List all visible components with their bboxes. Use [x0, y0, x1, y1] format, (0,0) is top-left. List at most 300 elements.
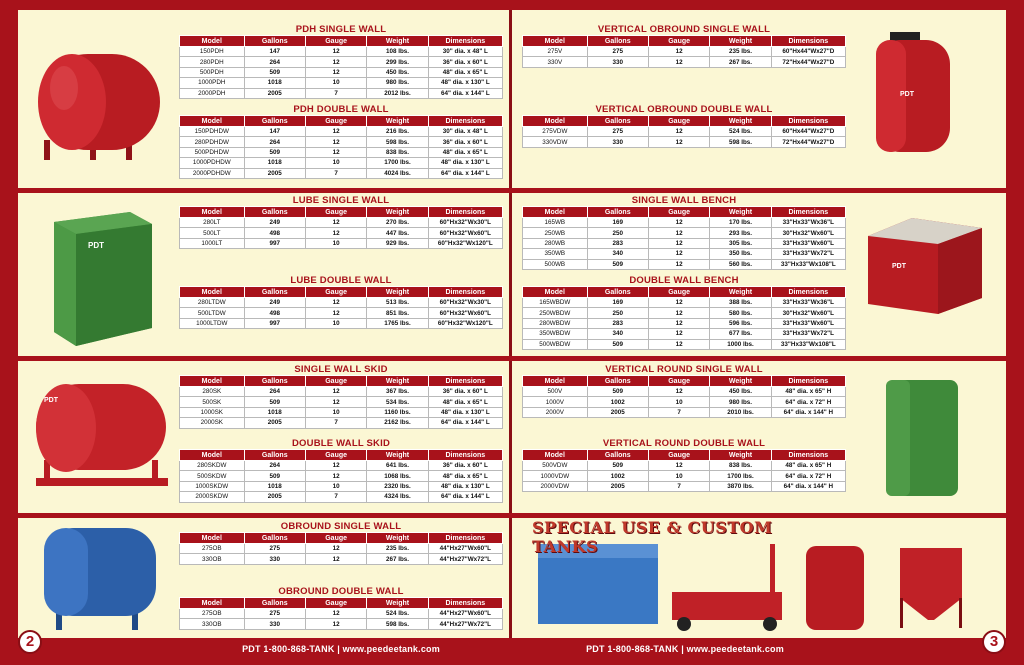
table-cell: 36" dia. x 60" L	[428, 461, 502, 471]
column-header: Dimensions	[771, 450, 845, 461]
table-cell: 267 lbs.	[710, 57, 771, 67]
table-cell: 250WB	[523, 228, 588, 238]
table-cell: 10	[648, 471, 709, 481]
table-cell: 2162 lbs.	[367, 418, 428, 428]
table-cell: 2000PDHDW	[180, 168, 245, 178]
table-cell: 2005	[244, 168, 305, 178]
spec-section	[522, 104, 846, 148]
table-cell: 509	[587, 461, 648, 471]
table-cell: 280WBDW	[523, 318, 588, 328]
table-cell: 598 lbs.	[710, 137, 771, 147]
spec-table	[522, 375, 846, 418]
table-cell: 1000LTDW	[180, 318, 245, 328]
table-cell: 216 lbs.	[367, 127, 428, 137]
spec-section	[179, 275, 503, 329]
table-cell: 60"Hx32"Wx30"L	[428, 298, 502, 308]
table-cell: 12	[648, 218, 709, 228]
table-cell: 12	[305, 298, 366, 308]
table-row	[523, 238, 846, 248]
table-cell: 1002	[587, 471, 648, 481]
row-divider	[18, 188, 1006, 193]
spec-section	[179, 24, 503, 99]
svg-text:PDT: PDT	[892, 263, 906, 270]
table-cell: 250WBDW	[523, 308, 588, 318]
table-cell: 249	[244, 218, 305, 228]
table-cell: 12	[305, 609, 366, 619]
spec-table	[179, 449, 503, 503]
table-cell: 1000PDH	[180, 78, 245, 88]
table-cell: 270 lbs.	[367, 218, 428, 228]
table-cell: 450 lbs.	[710, 387, 771, 397]
table-cell: 12	[648, 127, 709, 137]
table-cell: 12	[305, 554, 366, 564]
table-cell: 147	[244, 47, 305, 57]
table-cell: 280PDH	[180, 57, 245, 67]
table-row	[523, 471, 846, 481]
skid-tank-image	[30, 378, 175, 504]
table-cell: 500SKDW	[180, 471, 245, 481]
column-header: Weight	[367, 207, 428, 218]
table-cell: 12	[305, 544, 366, 554]
table-cell: 498	[244, 228, 305, 238]
column-header: Gallons	[244, 116, 305, 127]
table-cell: 1068 lbs.	[367, 471, 428, 481]
column-header: Model	[180, 36, 245, 47]
table-row	[180, 127, 503, 137]
table-cell: 10	[305, 238, 366, 248]
table-cell: 48" dia. x 65" L	[428, 471, 502, 481]
obround-tank-image	[36, 522, 164, 634]
table-cell: 30"Hx32"Wx60"L	[771, 308, 845, 318]
table-cell: 165WBDW	[523, 298, 588, 308]
table-cell: 64" dia. x 144" L	[428, 88, 502, 98]
section-title: DOUBLE WALL SKID	[291, 438, 391, 449]
table-cell: 72"Hx44"Wx27"D	[771, 137, 845, 147]
table-cell: 1700 lbs.	[367, 158, 428, 168]
table-row	[180, 67, 503, 77]
table-cell: 350WBDW	[523, 329, 588, 339]
column-header: Gallons	[587, 207, 648, 218]
table-cell: 2000V	[523, 407, 588, 417]
table-cell: 280SKDW	[180, 461, 245, 471]
section-title: VERTICAL ROUND DOUBLE WALL	[602, 438, 766, 449]
table-cell: 283	[587, 318, 648, 328]
table-cell: 388 lbs.	[710, 298, 771, 308]
vertical-obround-tank-image	[870, 30, 956, 160]
table-row	[523, 329, 846, 339]
table-cell: 249	[244, 298, 305, 308]
table-cell: 48" dia. x 65" L	[428, 397, 502, 407]
table-cell: 275	[587, 127, 648, 137]
spec-table	[179, 206, 503, 249]
table-cell: 60"Hx32"Wx60"L	[428, 228, 502, 238]
table-cell: 330	[587, 57, 648, 67]
table-cell: 10	[648, 397, 709, 407]
table-row	[180, 88, 503, 98]
table-cell: 64" dia. x 144" H	[771, 481, 845, 491]
column-header: Weight	[367, 533, 428, 544]
table-cell: 12	[648, 318, 709, 328]
table-row	[180, 47, 503, 57]
column-header: Weight	[367, 598, 428, 609]
column-header: Dimensions	[428, 207, 502, 218]
table-cell: 48" dia. x 130" L	[428, 481, 502, 491]
table-cell: 275	[244, 544, 305, 554]
table-row	[523, 461, 846, 471]
table-cell: 2005	[244, 492, 305, 502]
table-cell: 10	[305, 158, 366, 168]
column-header: Gallons	[244, 450, 305, 461]
table-cell: 500V	[523, 387, 588, 397]
table-row	[523, 218, 846, 228]
table-cell: 264	[244, 387, 305, 397]
table-cell: 264	[244, 461, 305, 471]
footer-contact-left: PDT 1-800-868-TANK | www.peedeetank.com	[242, 644, 440, 654]
table-row	[180, 397, 503, 407]
table-cell: 60"Hx32"Wx120"L	[428, 318, 502, 328]
spec-section	[179, 438, 503, 503]
table-cell: 500SK	[180, 397, 245, 407]
table-cell: 64" dia. x 72" H	[771, 397, 845, 407]
table-cell: 305 lbs.	[710, 238, 771, 248]
table-cell: 500LTDW	[180, 308, 245, 318]
spec-table	[522, 35, 846, 68]
section-title: SINGLE WALL SKID	[294, 364, 388, 375]
spec-table	[522, 449, 846, 492]
table-cell: 64" dia. x 144" L	[428, 418, 502, 428]
section-title: PDH SINGLE WALL	[295, 24, 387, 35]
pdh-tank-image	[30, 48, 170, 168]
column-header: Model	[180, 287, 245, 298]
table-row	[523, 318, 846, 328]
spec-section	[522, 364, 846, 418]
column-header: Model	[523, 116, 588, 127]
table-cell: 1160 lbs.	[367, 407, 428, 417]
column-header: Weight	[367, 287, 428, 298]
table-row	[180, 308, 503, 318]
table-cell: 280SK	[180, 387, 245, 397]
table-cell: 330OB	[180, 619, 245, 629]
spec-section	[179, 521, 503, 565]
table-cell: 12	[305, 308, 366, 318]
table-cell: 44"Hx27"Wx72"L	[428, 554, 502, 564]
table-cell: 838 lbs.	[710, 461, 771, 471]
column-header: Model	[523, 207, 588, 218]
table-row	[180, 544, 503, 554]
spec-section	[522, 195, 846, 270]
table-cell: 33"Hx33"Wx36"L	[771, 298, 845, 308]
table-cell: 275	[244, 609, 305, 619]
table-cell: 60"Hx32"Wx120"L	[428, 238, 502, 248]
table-cell: 275V	[523, 47, 588, 57]
table-row	[523, 259, 846, 269]
column-header: Model	[180, 207, 245, 218]
table-cell: 598 lbs.	[367, 137, 428, 147]
table-cell: 500VDW	[523, 461, 588, 471]
table-cell: 12	[305, 218, 366, 228]
table-row	[180, 492, 503, 502]
table-cell: 48" dia. x 130" L	[428, 78, 502, 88]
table-cell: 330V	[523, 57, 588, 67]
column-header: Gallons	[244, 36, 305, 47]
table-cell: 596 lbs.	[710, 318, 771, 328]
column-header: Weight	[367, 376, 428, 387]
spec-table	[179, 286, 503, 329]
table-cell: 7	[648, 481, 709, 491]
page-gutter	[509, 10, 512, 638]
table-cell: 1018	[244, 407, 305, 417]
column-header: Gallons	[244, 376, 305, 387]
column-header: Model	[523, 287, 588, 298]
vertical-round-tank-image	[882, 374, 962, 500]
column-header: Weight	[710, 287, 771, 298]
row-divider	[18, 356, 1006, 361]
table-cell: 30" dia. x 48" L	[428, 127, 502, 137]
table-cell: 267 lbs.	[367, 554, 428, 564]
section-title: DOUBLE WALL BENCH	[629, 275, 739, 286]
table-row	[523, 308, 846, 318]
section-title: LUBE DOUBLE WALL	[290, 275, 392, 286]
table-cell: 340	[587, 329, 648, 339]
spec-table	[522, 286, 846, 350]
table-cell: 235 lbs.	[367, 544, 428, 554]
table-cell: 12	[305, 57, 366, 67]
table-cell: 7	[305, 168, 366, 178]
spec-table	[179, 35, 503, 99]
table-cell: 44"Hx27"Wx60"L	[428, 544, 502, 554]
table-cell: 500LT	[180, 228, 245, 238]
table-cell: 64" dia. x 72" H	[771, 471, 845, 481]
column-header: Gauge	[305, 116, 366, 127]
column-header: Gauge	[648, 36, 709, 47]
table-cell: 12	[305, 387, 366, 397]
table-cell: 12	[648, 249, 709, 259]
table-cell: 235 lbs.	[710, 47, 771, 57]
page-number-right: 3	[982, 630, 1006, 654]
table-cell: 450 lbs.	[367, 67, 428, 77]
table-cell: 48" dia. x 65" H	[771, 387, 845, 397]
table-cell: 1765 lbs.	[367, 318, 428, 328]
table-row	[523, 228, 846, 238]
table-cell: 12	[305, 47, 366, 57]
column-header: Gallons	[587, 36, 648, 47]
table-cell: 250	[587, 228, 648, 238]
table-row	[523, 407, 846, 417]
table-cell: 598 lbs.	[367, 619, 428, 629]
table-cell: 12	[305, 397, 366, 407]
column-header: Gallons	[587, 287, 648, 298]
table-cell: 275VDW	[523, 127, 588, 137]
column-header: Dimensions	[771, 376, 845, 387]
table-cell: 283	[587, 238, 648, 248]
column-header: Gauge	[305, 287, 366, 298]
table-cell: 64" dia. x 144" L	[428, 168, 502, 178]
table-cell: 1018	[244, 78, 305, 88]
section-title: VERTICAL OBROUND SINGLE WALL	[597, 24, 771, 35]
table-cell: 64" dia. x 144" H	[771, 407, 845, 417]
table-cell: 169	[587, 298, 648, 308]
table-cell: 929 lbs.	[367, 238, 428, 248]
table-cell: 1000PDHDW	[180, 158, 245, 168]
table-cell: 48" dia. x 130" L	[428, 407, 502, 417]
table-cell: 12	[648, 298, 709, 308]
table-cell: 3870 lbs.	[710, 481, 771, 491]
table-cell: 2005	[244, 88, 305, 98]
table-cell: 560 lbs.	[710, 259, 771, 269]
table-cell: 12	[305, 147, 366, 157]
table-cell: 498	[244, 308, 305, 318]
table-cell: 330	[587, 137, 648, 147]
table-cell: 524 lbs.	[710, 127, 771, 137]
table-cell: 500PDHDW	[180, 147, 245, 157]
table-cell: 500PDH	[180, 67, 245, 77]
table-cell: 7	[648, 407, 709, 417]
table-cell: 1000SKDW	[180, 481, 245, 491]
table-row	[523, 47, 846, 57]
table-cell: 350 lbs.	[710, 249, 771, 259]
table-cell: 12	[648, 259, 709, 269]
table-cell: 534 lbs.	[367, 397, 428, 407]
column-header: Dimensions	[428, 450, 502, 461]
table-row	[180, 238, 503, 248]
column-header: Dimensions	[771, 36, 845, 47]
table-cell: 838 lbs.	[367, 147, 428, 157]
custom-tanks-images	[534, 540, 986, 636]
spec-section	[179, 586, 503, 630]
table-cell: 1000SK	[180, 407, 245, 417]
table-cell: 851 lbs.	[367, 308, 428, 318]
table-cell: 12	[648, 308, 709, 318]
section-title: OBROUND DOUBLE WALL	[278, 586, 404, 597]
section-title: VERTICAL ROUND SINGLE WALL	[605, 364, 763, 375]
table-cell: 12	[305, 471, 366, 481]
table-cell: 60"Hx32"Wx60"L	[428, 308, 502, 318]
table-cell: 509	[244, 397, 305, 407]
column-header: Gallons	[587, 376, 648, 387]
table-cell: 60"Hx44"Wx27"D	[771, 127, 845, 137]
column-header: Weight	[710, 450, 771, 461]
table-cell: 12	[648, 228, 709, 238]
table-cell: 12	[305, 461, 366, 471]
table-row	[180, 228, 503, 238]
section-title: OBROUND SINGLE WALL	[280, 521, 402, 532]
table-cell: 48" dia. x 130" L	[428, 158, 502, 168]
column-header: Model	[523, 376, 588, 387]
table-cell: 275OB	[180, 609, 245, 619]
column-header: Weight	[367, 450, 428, 461]
table-row	[523, 57, 846, 67]
table-cell: 509	[587, 339, 648, 349]
column-header: Model	[523, 450, 588, 461]
column-header: Gauge	[648, 376, 709, 387]
column-header: Dimensions	[428, 287, 502, 298]
table-cell: 250	[587, 308, 648, 318]
table-row	[180, 137, 503, 147]
table-cell: 509	[244, 67, 305, 77]
table-cell: 108 lbs.	[367, 47, 428, 57]
pdt-logo: PDT	[88, 241, 104, 250]
table-cell: 33"Hx33"Wx108"L	[771, 339, 845, 349]
table-cell: 280LTDW	[180, 298, 245, 308]
spec-table	[179, 115, 503, 179]
table-cell: 580 lbs.	[710, 308, 771, 318]
table-cell: 12	[305, 137, 366, 147]
table-cell: 2005	[587, 407, 648, 417]
table-cell: 12	[648, 339, 709, 349]
table-cell: 12	[648, 387, 709, 397]
column-header: Weight	[710, 36, 771, 47]
column-header: Gauge	[305, 598, 366, 609]
table-row	[180, 158, 503, 168]
table-cell: 264	[244, 57, 305, 67]
spec-table	[179, 597, 503, 630]
table-cell: 33"Hx33"Wx60"L	[771, 238, 845, 248]
column-header: Model	[523, 36, 588, 47]
table-row	[180, 78, 503, 88]
table-row	[523, 397, 846, 407]
table-row	[523, 298, 846, 308]
table-cell: 48" dia. x 65" L	[428, 147, 502, 157]
table-cell: 7	[305, 418, 366, 428]
column-header: Gauge	[305, 376, 366, 387]
table-cell: 12	[305, 67, 366, 77]
table-cell: 12	[648, 47, 709, 57]
table-cell: 500WBDW	[523, 339, 588, 349]
spec-section	[522, 438, 846, 492]
footer-contact-right: PDT 1-800-868-TANK | www.peedeetank.com	[586, 644, 784, 654]
table-cell: 7	[305, 88, 366, 98]
table-cell: 2000SK	[180, 418, 245, 428]
column-header: Gauge	[648, 450, 709, 461]
column-header: Dimensions	[771, 287, 845, 298]
table-cell: 513 lbs.	[367, 298, 428, 308]
table-cell: 524 lbs.	[367, 609, 428, 619]
spec-table	[179, 532, 503, 565]
table-cell: 1000LT	[180, 238, 245, 248]
table-cell: 12	[305, 619, 366, 629]
table-row	[180, 168, 503, 178]
table-cell: 10	[305, 78, 366, 88]
table-row	[180, 471, 503, 481]
table-cell: 280LT	[180, 218, 245, 228]
table-cell: 299 lbs.	[367, 57, 428, 67]
table-cell: 30"Hx32"Wx60"L	[771, 228, 845, 238]
column-header: Gauge	[305, 450, 366, 461]
table-cell: 509	[587, 387, 648, 397]
column-header: Model	[180, 598, 245, 609]
table-cell: 2012 lbs.	[367, 88, 428, 98]
spec-table	[179, 375, 503, 429]
table-cell: 1000V	[523, 397, 588, 407]
table-cell: 60"Hx44"Wx27"D	[771, 47, 845, 57]
section-title: PDH DOUBLE WALL	[293, 104, 389, 115]
table-cell: 275	[587, 47, 648, 57]
table-cell: 12	[648, 137, 709, 147]
table-cell: 44"Hx27"Wx60"L	[428, 609, 502, 619]
table-cell: 10	[305, 407, 366, 417]
table-cell: 500WB	[523, 259, 588, 269]
table-cell: 509	[587, 259, 648, 269]
column-header: Dimensions	[428, 533, 502, 544]
spec-section	[179, 364, 503, 429]
column-header: Gauge	[305, 533, 366, 544]
table-cell: 350WB	[523, 249, 588, 259]
table-cell: 147	[244, 127, 305, 137]
table-cell: 1018	[244, 158, 305, 168]
svg-text:PDT: PDT	[44, 397, 58, 404]
table-cell: 36" dia. x 60" L	[428, 137, 502, 147]
column-header: Gallons	[244, 533, 305, 544]
